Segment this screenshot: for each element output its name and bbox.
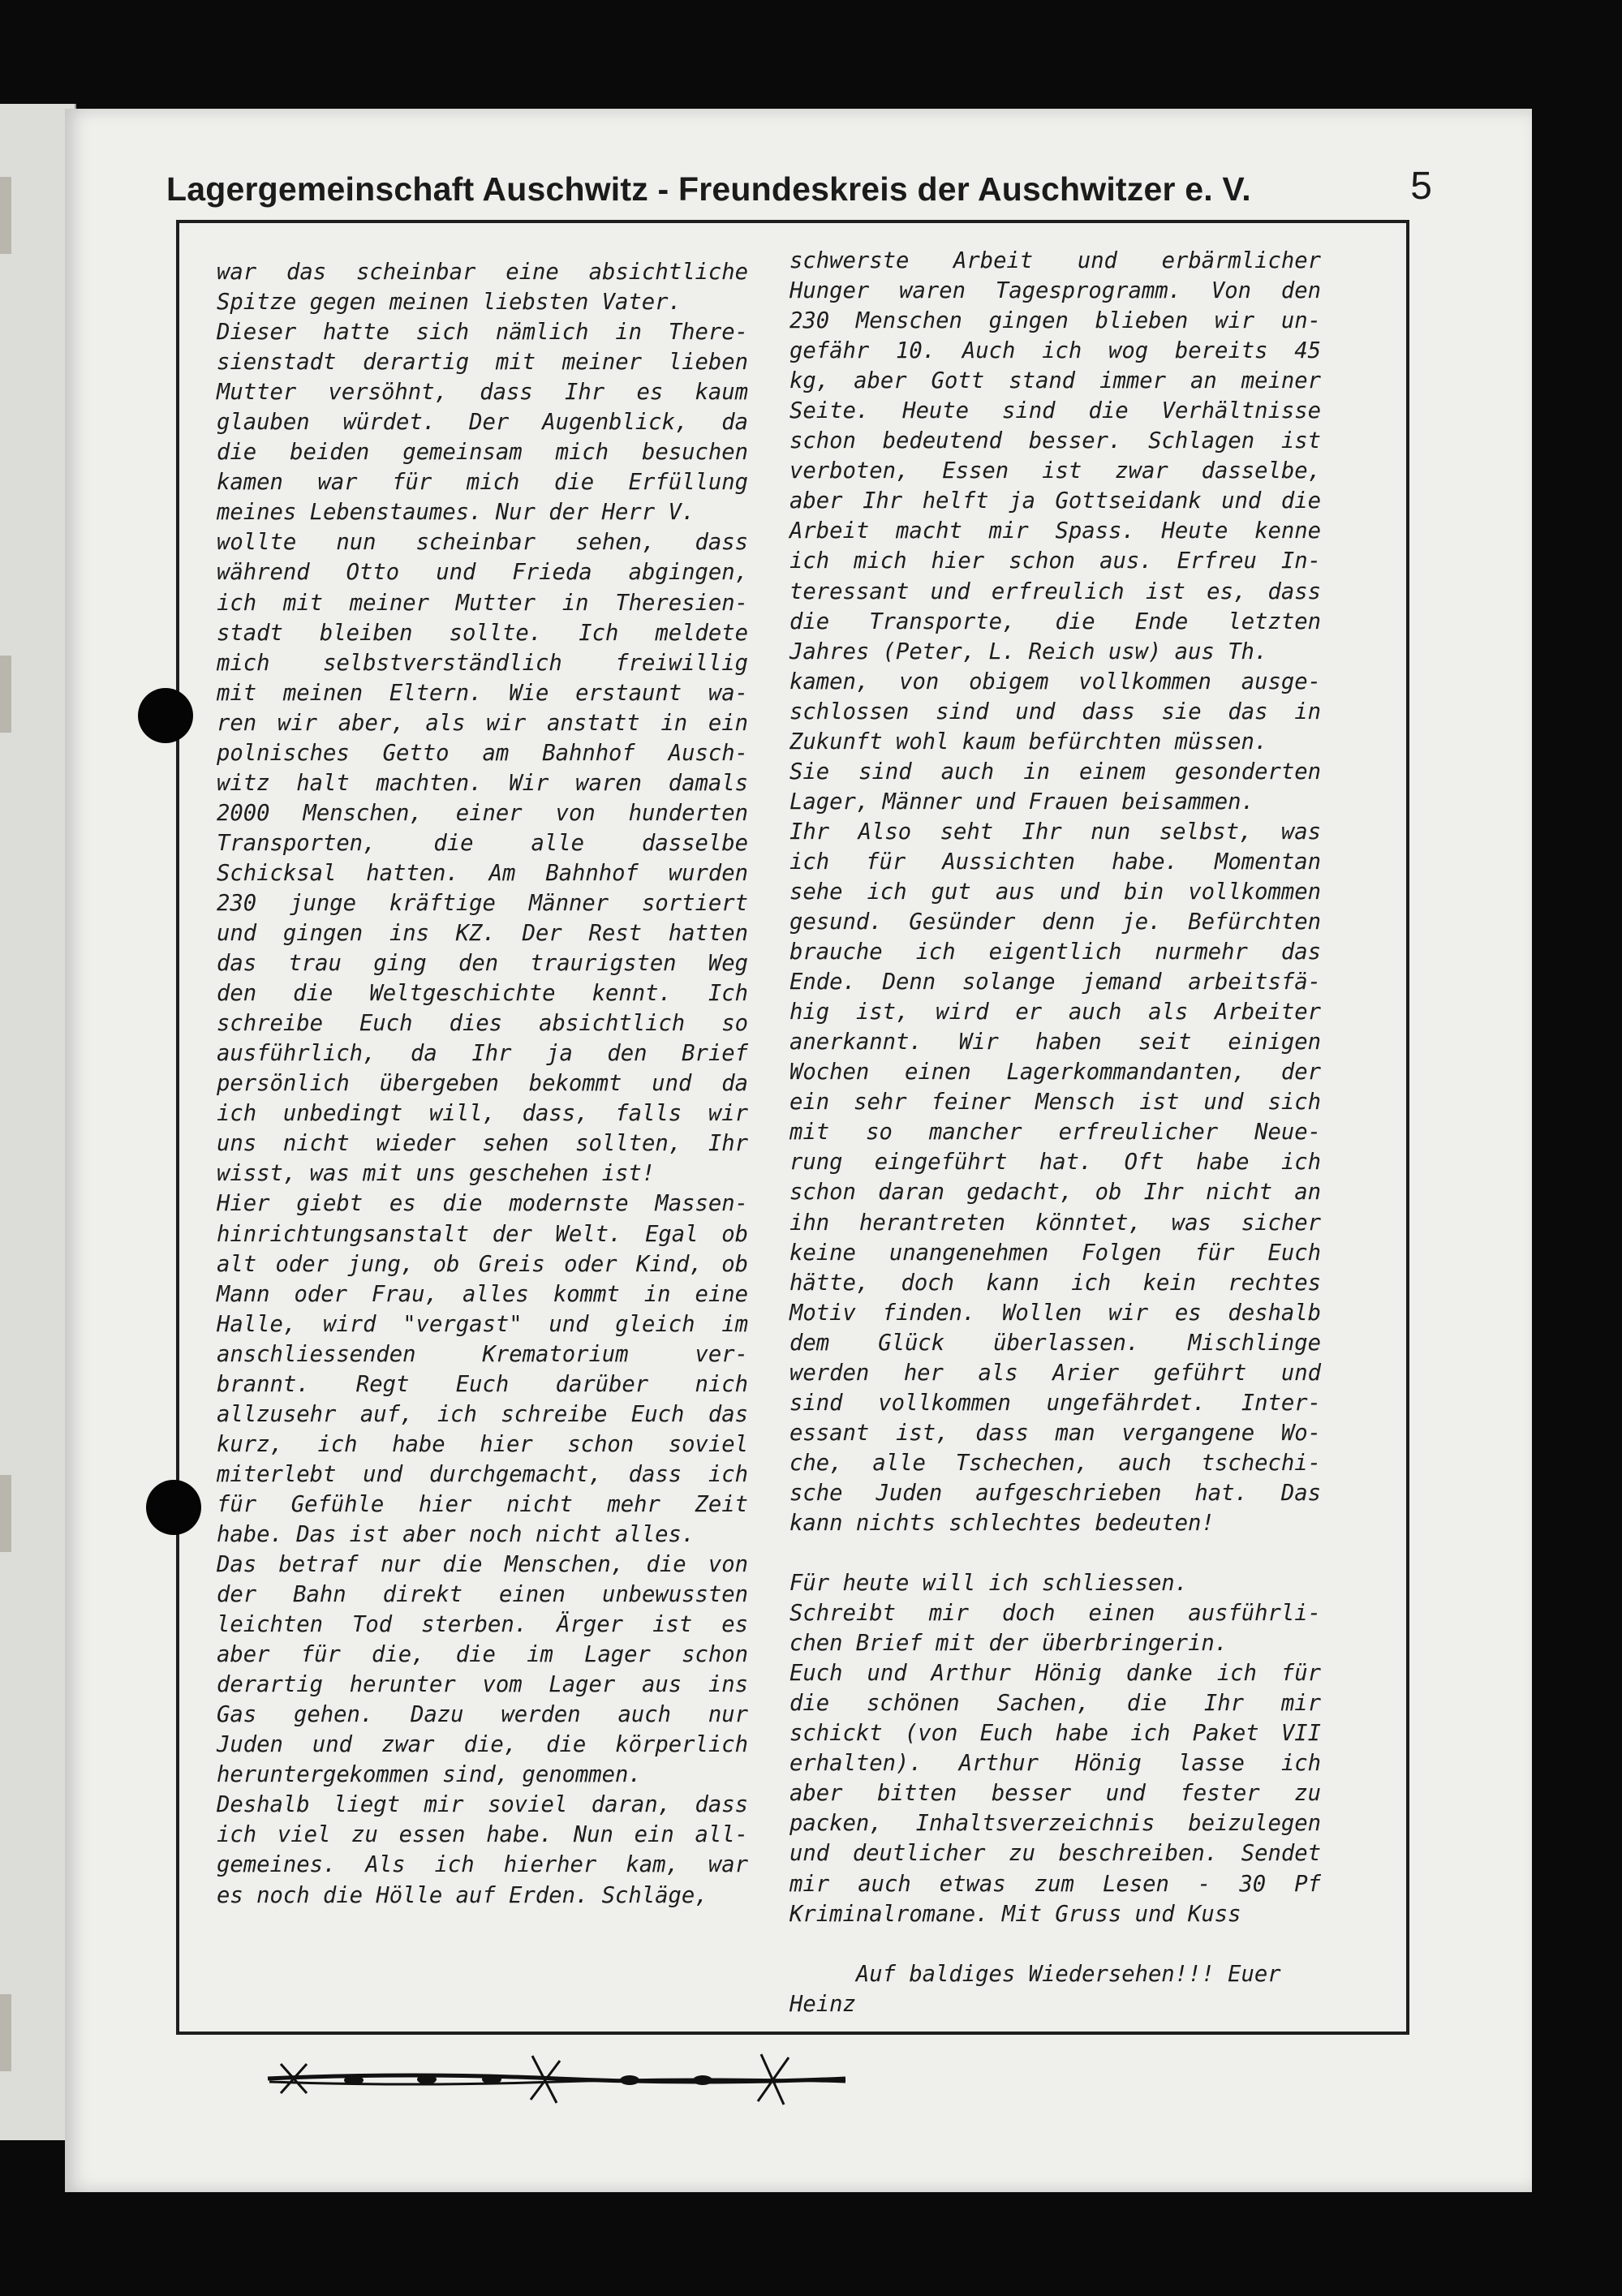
letter-line: es noch die Hölle auf Erden. Schläge, bbox=[217, 1882, 708, 1908]
letter-line: brauche ich eigentlich nurmehr das bbox=[789, 939, 1321, 965]
letter-line: dem Glück überlassen. Mischlinge bbox=[789, 1330, 1321, 1356]
letter-line: teressant und erfreulich ist es, dass bbox=[789, 578, 1321, 604]
letter-line: gefähr 10. Auch ich wog bereits 45 bbox=[789, 338, 1321, 364]
letter-line: mit meinen Eltern. Wie erstaunt wa- bbox=[217, 680, 748, 706]
letter-line: mich selbstverständlich freiwillig bbox=[217, 650, 748, 676]
letter-line: während Otto und Frieda abgingen, bbox=[217, 560, 748, 586]
letter-line: chen Brief mit der überbringerin. bbox=[789, 1631, 1228, 1657]
punch-hole bbox=[138, 688, 193, 743]
letter-line: ich viel zu essen habe. Nun ein all- bbox=[217, 1822, 748, 1848]
letter-line: witz halt machten. Wir waren damals bbox=[217, 770, 748, 796]
letter-line: ich mit meiner Mutter in Theresien- bbox=[217, 590, 748, 616]
letter-line: Ihr Also seht Ihr nun selbst, was bbox=[789, 819, 1321, 845]
letter-right-column bbox=[789, 246, 1321, 2019]
letter-line: Sie sind auch in einem gesonderten bbox=[789, 759, 1321, 785]
letter-line: kurz, ich habe hier schon soviel bbox=[217, 1431, 748, 1457]
letter-line: anerkannt. Wir haben seit einigen bbox=[789, 1030, 1321, 1056]
letter-line: Hunger waren Tagesprogramm. Von den bbox=[789, 278, 1321, 304]
letter-line: stadt bleiben sollte. Ich meldete bbox=[217, 620, 748, 646]
letter-line: alt oder jung, ob Greis oder Kind, ob bbox=[217, 1251, 748, 1277]
letter-line: brannt. Regt Euch darüber nich bbox=[217, 1371, 748, 1397]
letter-line: Wochen einen Lagerkommandanten, der bbox=[789, 1060, 1321, 1086]
previous-page-mark bbox=[0, 1994, 11, 2071]
previous-page-mark bbox=[0, 177, 11, 254]
letter-line: Ende. Denn solange jemand arbeitsfä- bbox=[789, 970, 1321, 995]
letter-line: che, alle Tschechen, auch tschechi- bbox=[789, 1450, 1321, 1476]
page-number: 5 bbox=[1410, 165, 1432, 208]
letter-line: kg, aber Gott stand immer an meiner bbox=[789, 368, 1321, 394]
letter-line: allzusehr auf, ich schreibe Euch das bbox=[217, 1401, 748, 1427]
letter-left-column bbox=[217, 257, 748, 1911]
letter-line: und deutlicher zu beschreiben. Sendet bbox=[789, 1841, 1321, 1867]
letter-line: schon bedeutend besser. Schlagen ist bbox=[789, 428, 1321, 454]
letter-line: Juden und zwar die, die körperlich bbox=[217, 1732, 748, 1758]
letter-line: Deshalb liegt mir soviel daran, dass bbox=[217, 1792, 748, 1818]
letter-line: polnisches Getto am Bahnhof Ausch- bbox=[217, 740, 748, 766]
letter-line: schwerste Arbeit und erbärmlicher bbox=[789, 248, 1321, 273]
letter-line bbox=[789, 1538, 1321, 1568]
letter-line: erhalten). Arthur Hönig lasse ich bbox=[789, 1751, 1321, 1777]
letter-line: ich mich hier schon aus. Erfreu In- bbox=[789, 548, 1321, 574]
letter-line: Halle, wird "vergast" und gleich im bbox=[217, 1311, 748, 1337]
letter-line: Spitze gegen meinen liebsten Vater. bbox=[217, 290, 682, 316]
letter-line: sehe ich gut aus und bin vollkommen bbox=[789, 879, 1321, 905]
letter-line: mit so mancher erfreulicher Neue- bbox=[789, 1120, 1321, 1146]
letter-line: miterlebt und durchgemacht, dass ich bbox=[217, 1461, 748, 1487]
letter-line: schlossen sind und dass sie das in bbox=[789, 699, 1321, 724]
barbed-wire-illustration bbox=[265, 2046, 849, 2111]
letter-line: den die Weltgeschichte kennt. Ich bbox=[217, 981, 748, 1007]
letter-line: hig ist, wird er auch als Arbeiter bbox=[789, 1000, 1321, 1025]
letter-line: sche Juden aufgeschrieben hat. Das bbox=[789, 1480, 1321, 1506]
letter-line: Transporten, die alle dasselbe bbox=[217, 830, 748, 856]
letter-line: leichten Tod sterben. Ärger ist es bbox=[217, 1612, 748, 1638]
letter-line: ihn herantreten könntet, was sicher bbox=[789, 1210, 1321, 1236]
letter-line: aber Ihr helft ja Gottseidank und die bbox=[789, 488, 1321, 514]
letter-line: 230 Menschen gingen blieben wir un- bbox=[789, 308, 1321, 334]
letter-line: für Gefühle hier nicht mehr Zeit bbox=[217, 1491, 748, 1517]
letter-line: Heinz bbox=[789, 1991, 856, 2017]
letter-line: Lager, Männer und Frauen beisammen. bbox=[789, 789, 1254, 815]
letter-line: Hier giebt es die modernste Massen- bbox=[217, 1191, 748, 1217]
letter-line: heruntergekommen sind, genommen. bbox=[217, 1762, 642, 1788]
letter-line: essant ist, dass man vergangene Wo- bbox=[789, 1420, 1321, 1446]
letter-line: 2000 Menschen, einer von hunderten bbox=[217, 800, 748, 826]
letter-line: gesund. Gesünder denn je. Befürchten bbox=[789, 909, 1321, 935]
document-page bbox=[65, 109, 1532, 2192]
letter-line: sind vollkommen ungefährdet. Inter- bbox=[789, 1390, 1321, 1416]
letter-line: Schicksal hatten. Am Bahnhof wurden bbox=[217, 860, 748, 886]
letter-line: persönlich übergeben bekommt und da bbox=[217, 1071, 748, 1097]
letter-line: Auf baldiges Wiedersehen!!! Euer bbox=[789, 1961, 1281, 1987]
letter-line: glauben würdet. Der Augenblick, da bbox=[217, 410, 748, 436]
letter-line: rung eingeführt hat. Oft habe ich bbox=[789, 1150, 1321, 1176]
letter-line: keine unangenehmen Folgen für Euch bbox=[789, 1240, 1321, 1266]
letter-line: wisst, was mit uns geschehen ist! bbox=[217, 1161, 656, 1187]
letter-line: gemeines. Als ich hierher kam, war bbox=[217, 1852, 748, 1878]
letter-line: sienstadt derartig mit meiner lieben bbox=[217, 350, 748, 376]
letter-line: Motiv finden. Wollen wir es deshalb bbox=[789, 1300, 1321, 1326]
letter-line: und gingen ins KZ. Der Rest hatten bbox=[217, 921, 748, 947]
letter-line: uns nicht wieder sehen sollten, Ihr bbox=[217, 1131, 748, 1157]
letter-line: die schönen Sachen, die Ihr mir bbox=[789, 1691, 1321, 1717]
letter-line: die Transporte, die Ende letzten bbox=[789, 608, 1321, 634]
letter-line: Zukunft wohl kaum befürchten müssen. bbox=[789, 729, 1268, 755]
letter-line: Mann oder Frau, alles kommt in eine bbox=[217, 1281, 748, 1307]
letter-line: 230 junge kräftige Männer sortiert bbox=[217, 890, 748, 916]
punch-hole bbox=[146, 1480, 201, 1535]
letter-line: Seite. Heute sind die Verhältnisse bbox=[789, 398, 1321, 424]
letter-line bbox=[789, 1929, 1321, 1959]
letter-line: wollte nun scheinbar sehen, dass bbox=[217, 530, 748, 556]
letter-line: der Bahn direkt einen unbewussten bbox=[217, 1582, 748, 1608]
letter-line: Euch und Arthur Hönig danke ich für bbox=[789, 1661, 1321, 1687]
letter-line: schreibe Euch dies absichtlich so bbox=[217, 1011, 748, 1037]
letter-line: aber für die, die im Lager schon bbox=[217, 1642, 748, 1668]
letter-line: anschliessenden Krematorium ver- bbox=[217, 1341, 748, 1367]
letter-line: ein sehr feiner Mensch ist und sich bbox=[789, 1090, 1321, 1116]
letter-line: Das betraf nur die Menschen, die von bbox=[217, 1552, 748, 1578]
letter-line: ich unbedingt will, dass, falls wir bbox=[217, 1101, 748, 1127]
letter-line: kann nichts schlechtes bedeuten! bbox=[789, 1510, 1215, 1536]
letter-line: Schreibt mir doch einen ausführli- bbox=[789, 1601, 1321, 1627]
letter-line: kamen war für mich die Erfüllung bbox=[217, 470, 748, 496]
letter-line: Gas gehen. Dazu werden auch nur bbox=[217, 1702, 748, 1728]
letter-line: schickt (von Euch habe ich Paket VII bbox=[789, 1721, 1321, 1747]
letter-line: aber bitten besser und fester zu bbox=[789, 1781, 1321, 1807]
letter-line: das trau ging den traurigsten Weg bbox=[217, 951, 748, 977]
letter-line: war das scheinbar eine absichtliche bbox=[217, 260, 748, 285]
letter-line: meines Lebenstaumes. Nur der Herr V. bbox=[217, 500, 695, 526]
letter-line: Mutter versöhnt, dass Ihr es kaum bbox=[217, 380, 748, 406]
letter-line: schon daran gedacht, ob Ihr nicht an bbox=[789, 1180, 1321, 1206]
letter-line: kamen, von obigem vollkommen ausge- bbox=[789, 669, 1321, 694]
letter-line: Jahres (Peter, L. Reich usw) aus Th. bbox=[789, 638, 1268, 664]
letter-line: mir auch etwas zum Lesen - 30 Pf bbox=[789, 1871, 1321, 1897]
letter-line: ren wir aber, als wir anstatt in ein bbox=[217, 710, 748, 736]
letter-line: Dieser hatte sich nämlich in There- bbox=[217, 320, 748, 346]
letter-frame bbox=[176, 220, 1409, 2035]
letter-line: ausführlich, da Ihr ja den Brief bbox=[217, 1041, 748, 1067]
letter-line: ich für Aussichten habe. Momentan bbox=[789, 849, 1321, 875]
letter-line: verboten, Essen ist zwar dasselbe, bbox=[789, 458, 1321, 484]
letter-line: werden her als Arier geführt und bbox=[789, 1360, 1321, 1386]
previous-page-mark bbox=[0, 1475, 11, 1552]
letter-line: habe. Das ist aber noch nicht alles. bbox=[217, 1521, 695, 1547]
letter-line: hätte, doch kann ich kein rechtes bbox=[789, 1270, 1321, 1296]
previous-page-mark bbox=[0, 656, 11, 733]
letter-line: packen, Inhaltsverzeichnis beizulegen bbox=[789, 1811, 1321, 1837]
letter-line: Kriminalromane. Mit Gruss und Kuss bbox=[789, 1901, 1241, 1927]
header-title: Lagergemeinschaft Auschwitz - Freundeskreis der Auschwitzer e. V. bbox=[166, 170, 1251, 208]
page-header bbox=[166, 167, 1432, 226]
letter-line: Für heute will ich schliessen. bbox=[789, 1571, 1189, 1597]
letter-line: Arbeit macht mir Spass. Heute kenne bbox=[789, 518, 1321, 544]
letter-line: die beiden gemeinsam mich besuchen bbox=[217, 440, 748, 466]
letter-line: hinrichtungsanstalt der Welt. Egal ob bbox=[217, 1221, 748, 1247]
letter-line: derartig herunter vom Lager aus ins bbox=[217, 1672, 748, 1698]
